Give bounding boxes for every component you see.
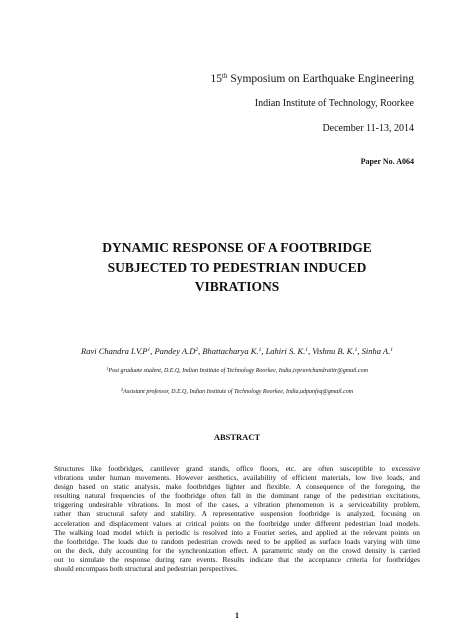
affiliation — [0, 387, 474, 395]
page-number: 1 — [235, 611, 239, 620]
symposium-ordinal-suffix: th — [222, 72, 228, 80]
institute-name: Indian Institute of Technology, Roorkee — [254, 98, 414, 109]
author-separator: , — [150, 346, 155, 356]
abstract-heading: ABSTRACT — [213, 432, 261, 442]
abstract-line: acceleration and displacement values at critical points on the footbridge under different pedestrian load models. — [54, 518, 420, 528]
abstract-line: on the deck, duly accounting for the synchronization effect. A parametric study on the crowd density is carried — [54, 545, 420, 555]
affiliation-mark: 1 — [106, 366, 109, 371]
conference-date: December 11-13, 2014 — [322, 123, 414, 134]
abstract-line: resulting natural frequencies of the footbridge often fall in the dominant range of the pedestrian excitations, — [54, 491, 420, 501]
symposium-name: Symposium on Earthquake Engineering — [227, 73, 414, 85]
author-affiliation-mark: 2 — [195, 347, 199, 353]
paper-number: Paper No. A064 — [360, 157, 414, 166]
abstract-line: out to simulate the response during rare events. Results indicate that the acceptance criteria for footbridges — [54, 554, 420, 564]
author-affiliation-mark: 1 — [354, 347, 358, 353]
author-affiliation-mark: 1 — [305, 347, 308, 353]
author-separator: , — [198, 346, 203, 356]
author-separator: , — [261, 346, 266, 356]
author-affiliation-mark: 1 — [258, 347, 262, 353]
affiliation-text: Assistant professor, D.E.Q, Indian Institute of Technology Roorkee, India,adpanfeq@gmail.com — [123, 389, 354, 395]
symposium-ordinal: 15 — [210, 73, 223, 85]
author-list — [0, 346, 474, 356]
author-separator: , — [308, 346, 313, 356]
symposium-title — [211, 72, 414, 85]
title-line: DYNAMIC RESPONSE OF A FOOTBRIDGE — [102, 240, 372, 255]
affiliation-text: Post graduate student, D.E.Q, Indian Institute of Technology Roorkee, India,ivpravichandraiitr@gmail.com — [108, 368, 368, 374]
affiliation-mark: 2 — [120, 387, 124, 392]
abstract-line: vibrations under human movements. However aesthetics, availability of efficient materials, low live loads, and — [54, 473, 420, 483]
author-separator: , — [357, 346, 362, 356]
author-name: Vishnu B. K. — [312, 346, 355, 356]
affiliation — [0, 366, 474, 374]
abstract-line: rather than structural safety and stability. A representative suspension footbridge is analyzed, focusing on — [54, 509, 420, 519]
abstract-line: The walking load model which is periodic is resolved into a Fourier series, and applied at the relevant points on — [54, 527, 420, 537]
author-affiliation-mark: 1 — [390, 347, 393, 353]
abstract-line: should encompass both structural and pedestrian perspectives. — [54, 564, 238, 574]
author-name: Pandey A.D — [154, 346, 196, 356]
abstract-line: design based on static analysis, make footbridges lighter and flexible. A consequence of the foregoing, the — [54, 482, 420, 492]
author-affiliation-mark: 1 — [147, 347, 151, 353]
author-name: Lahiri S. K. — [265, 346, 306, 356]
title-line: VIBRATIONS — [194, 279, 280, 294]
abstract-line: the footbridge. The loads due to random pedestrian crowds need to be applied as surface loads varying with time — [54, 536, 420, 546]
author-name: Bhattacharya K. — [202, 346, 259, 356]
author-name: Ravi Chandra I.V.P — [81, 346, 148, 356]
author-name: Sinha A. — [361, 346, 391, 356]
paper-title — [0, 238, 474, 297]
title-line: SUBJECTED TO PEDESTRIAN INDUCED — [107, 259, 367, 275]
abstract-body — [54, 464, 420, 573]
abstract-line: Structures like footbridges, cantilever grand stands, office floors, etc. are often susceptible to excessive — [54, 464, 420, 473]
abstract-line: triggering undesirable vibrations. In most of the cases, a vibration phenomenon is a serviceability problem, — [54, 500, 420, 510]
